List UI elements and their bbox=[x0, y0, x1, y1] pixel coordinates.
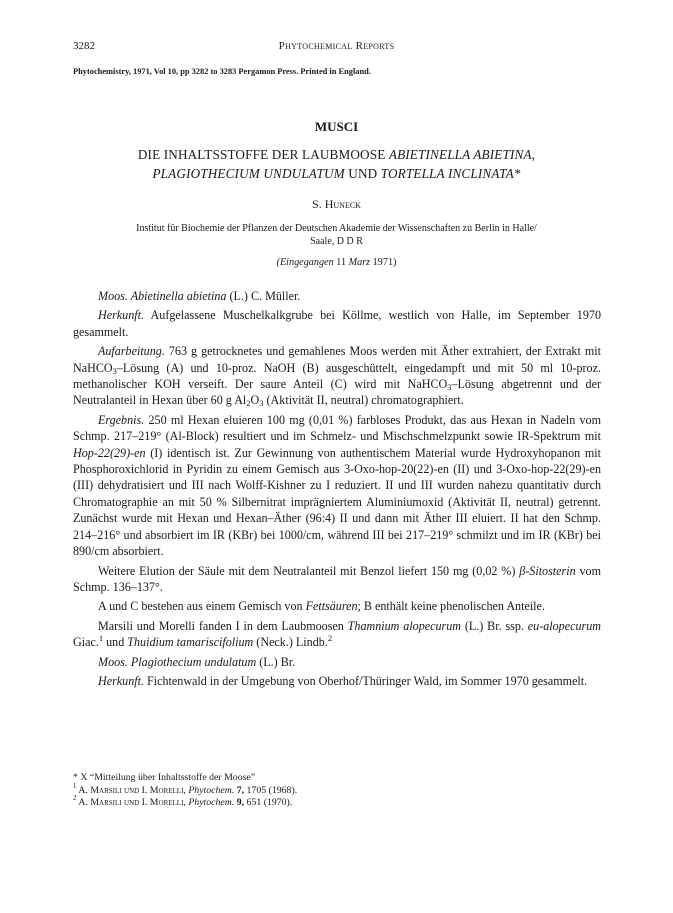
received-day: 11 bbox=[333, 257, 349, 268]
text: 763 g getrocknetes und gemahlenes Moos werden mit Äther extrahiert, der Extrakt mit NaHCO bbox=[73, 344, 601, 375]
paragraph-elution bbox=[73, 563, 601, 596]
text: ; B enthält keine phenolischen Anteile. bbox=[357, 599, 545, 614]
subscript: 3 bbox=[447, 382, 452, 393]
moss-name: Moos. Plagiothecium undulatum bbox=[98, 654, 257, 669]
institution-line: Institut für Biochemie der Pflanzen der Deutschen Akademie der Wissenschaften zu Berlin in Halle/ bbox=[136, 223, 537, 234]
article-title bbox=[73, 145, 600, 183]
compound-name: -22(29)- bbox=[93, 445, 135, 460]
compound-name: Hop bbox=[73, 445, 94, 460]
species-name: eu-alopecurum bbox=[527, 618, 601, 633]
journal-name: Phytochemical Reports bbox=[278, 40, 395, 52]
moss-name: Moos. Abietinella abietina bbox=[98, 289, 227, 303]
footnote-volume: 9, bbox=[234, 797, 245, 809]
text: O bbox=[250, 393, 260, 408]
title-text: DIE INHALTSSTOFFE DER LAUBMOOSE bbox=[137, 147, 389, 162]
text: (Aktivität II, neutral) chromatographiert. bbox=[263, 393, 464, 408]
footnote-number: 1 bbox=[73, 782, 77, 790]
compound-name: Fettsäuren bbox=[305, 599, 358, 614]
species-name: Thuidium tamariscifolium bbox=[127, 635, 254, 650]
paragraph-origin-2 bbox=[73, 673, 601, 689]
paragraph-origin-1 bbox=[73, 307, 601, 340]
paragraph-label: Herkunft. bbox=[98, 308, 145, 323]
subscript: 3 bbox=[112, 365, 117, 376]
title-species: TORTELLA INCLINATA* bbox=[380, 166, 521, 181]
footnote-number: 2 bbox=[73, 795, 77, 803]
footnote-volume: 7, bbox=[234, 784, 245, 796]
text: vom Schmp. 136–137°. bbox=[73, 563, 601, 594]
title-species: ABIETINELLA ABIETINA, bbox=[388, 147, 536, 162]
subscript: 3 bbox=[259, 398, 264, 409]
text: (L.) C. Müller. bbox=[226, 289, 301, 303]
footnote-ref: 2 bbox=[327, 633, 333, 644]
subscript: 2 bbox=[246, 398, 251, 409]
paragraph-label: Herkunft. bbox=[98, 673, 145, 688]
footnote-star: * X “Mitteilung über Inhaltsstoffe der Moose” bbox=[73, 772, 256, 783]
article-body bbox=[73, 288, 601, 692]
title-text: UND bbox=[344, 166, 381, 181]
footnote-authors: A. Marsili und I. Morelli, bbox=[76, 797, 189, 809]
footnote-journal: Phytochem. bbox=[188, 784, 235, 796]
species-name: Thamnium alopecurum bbox=[347, 618, 462, 633]
citation-line: Phytochemistry, 1971, Vol 10, pp 3282 to 3283 Pergamon Press. Printed in England. bbox=[73, 67, 371, 76]
author-name: S. Huneck bbox=[312, 197, 361, 211]
footnote-ref: 1 bbox=[98, 633, 104, 644]
received-year: 1971) bbox=[370, 257, 397, 268]
footnote-journal: Phytochem. bbox=[188, 797, 235, 809]
text: A und C bestehen aus einem Gemisch von bbox=[98, 599, 306, 614]
text: Giac. bbox=[73, 635, 99, 650]
page-number: 3282 bbox=[73, 40, 95, 52]
compound-name: β-Sitosterin bbox=[519, 563, 576, 578]
paragraph-moss-2 bbox=[73, 654, 601, 670]
text: Fichtenwald in der Umgebung von Oberhof/Thüringer Wald, im Sommer 1970 gesammelt. bbox=[144, 673, 588, 688]
compound-name: en bbox=[134, 445, 146, 460]
received-date bbox=[73, 257, 600, 268]
text: Weitere Elution der Säule mit dem Neutralanteil mit Benzol liefert 150 mg (0,02 %) bbox=[98, 563, 520, 578]
text: und bbox=[103, 635, 128, 650]
footnotes bbox=[73, 772, 601, 810]
paragraph-fatty-acids bbox=[73, 598, 601, 614]
paragraph-moss-1 bbox=[73, 288, 601, 304]
paragraph-result bbox=[73, 412, 601, 560]
text: 250 ml Hexan eluieren 100 mg (0,01 %) farbloses Produkt, das aus Hexan in Nadeln vom Schmp. 217–219° (Al-Block) resultiert und im Schmelz- und Mischschmelzpunkt sowie IR-Spektrum mit bbox=[73, 412, 601, 444]
received-month: Marz bbox=[348, 257, 371, 268]
footnote-1 bbox=[73, 782, 601, 798]
paragraph-literature bbox=[73, 618, 601, 651]
institution bbox=[73, 222, 600, 248]
footnote-authors: A. Marsili und I. Morelli, bbox=[76, 784, 189, 796]
text: Marsili und Morelli fanden I in dem Laubmoosen bbox=[98, 618, 348, 633]
received-label: (Eingegangen bbox=[276, 257, 334, 268]
text: –Lösung abgetrennt und der Neutralanteil in Hexan über 60 g Al bbox=[73, 377, 601, 408]
text: Aufgelassene Muschelkalkgrube bei Köllme, westlich von Halle, im September 1970 gesammelt. bbox=[73, 308, 601, 339]
text: (L.) Br. bbox=[256, 654, 296, 669]
running-header bbox=[73, 40, 600, 56]
paragraph-label: Ergebnis. bbox=[98, 412, 145, 427]
paragraph-label: Aufarbeitung. bbox=[98, 344, 165, 359]
footnote-pages: 1705 (1968). bbox=[244, 784, 298, 796]
text: (L.) Br. ssp. bbox=[461, 618, 528, 633]
footnote-2 bbox=[73, 797, 601, 810]
paragraph-processing bbox=[73, 343, 601, 409]
text: –Lösung (A) und 10-proz. NaOH (B) ausgeschüttelt, eingedampft und mit 50 ml 10-proz. methanolischer KOH verseift. Der saure Anteil (C) wird mit NaHCO bbox=[73, 360, 601, 392]
institution-line: Saale, D D R bbox=[310, 236, 363, 247]
text: (Neck.) Lindb. bbox=[253, 635, 328, 650]
text: (I) identisch ist. Zur Gewinnung von authentischem Material wurde Hydroxyhopanon mit Phosphoroxichlorid in Pyridin zu einem Gemisch aus 3-Oxo-hop-20(22)-en (II) und 3-Oxo-hop-22(29)-en (III) dehydratisiert und III nach Wolff-Kishner zu I reduziert. II und III wurden nahezu quantitativ durch Chromatographie an mit 50 % Silbernitrat imprägniertem Aluminiumoxid (Aktivität II, neutral) getrennt. Zunächst wurde mit Hexan und Hexan–Äther (96:4) II und dann mit Äther III eluiert. II hat den Schmp. 214–216° und absorbiert im IR (KBr) bei 1000/cm, während III bei 217–219° schmilzt und im IR (KBr) bei 890/cm absorbiert. bbox=[73, 445, 601, 559]
section-heading: MUSCI bbox=[314, 119, 359, 134]
title-species: PLAGIOTHECIUM UNDULATUM bbox=[152, 166, 345, 181]
footnote-pages: 651 (1970). bbox=[244, 797, 293, 809]
